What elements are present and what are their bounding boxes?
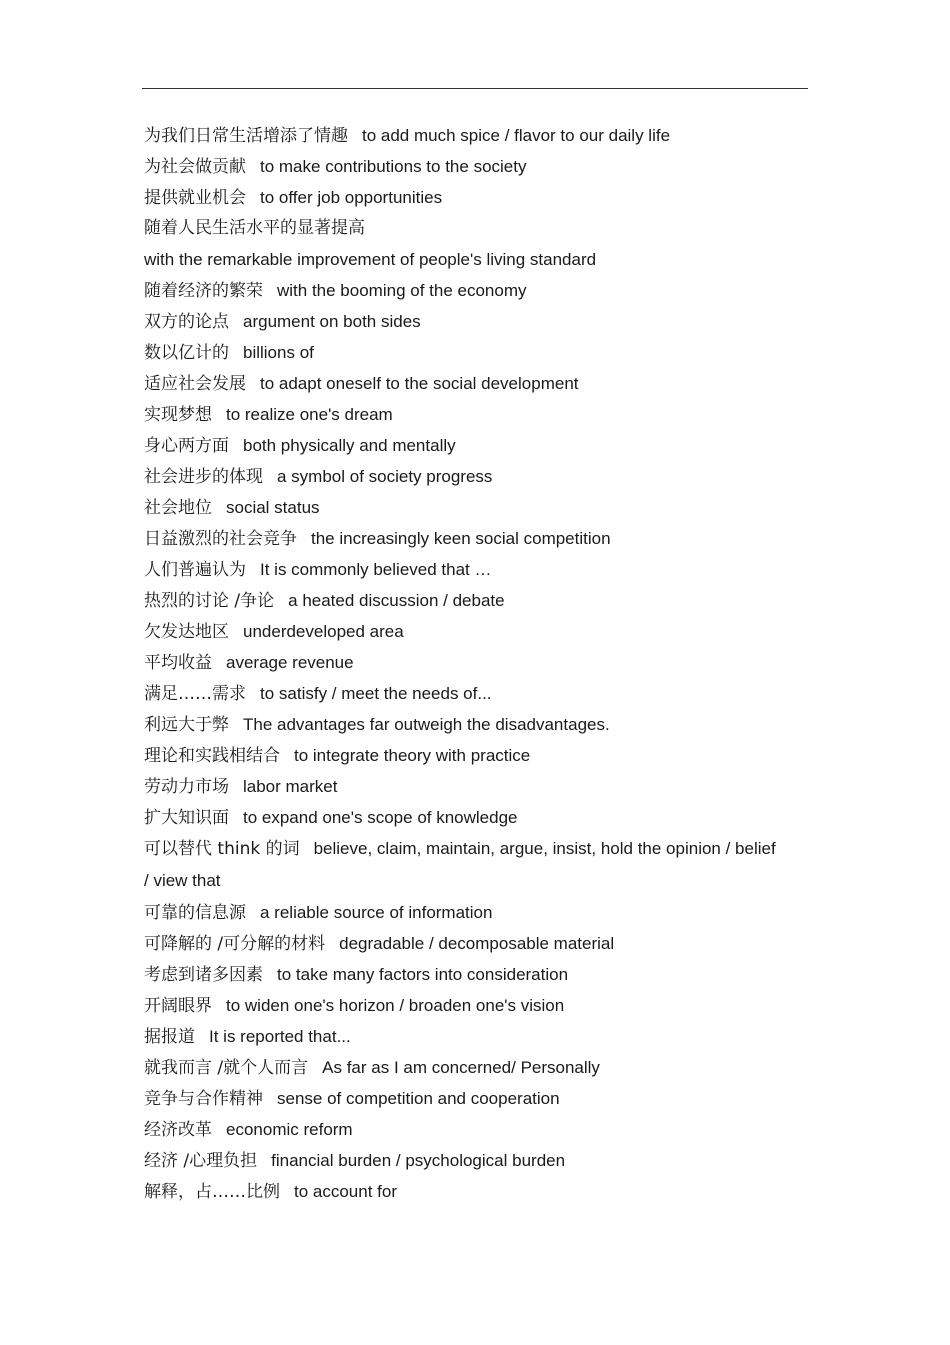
chinese-phrase: 双方的论点 — [144, 312, 229, 332]
list-item — [144, 771, 784, 802]
list-item — [144, 461, 784, 492]
english-phrase: to integrate theory with practice — [294, 746, 531, 765]
list-item — [144, 959, 784, 990]
list-item — [144, 1021, 784, 1052]
chinese-phrase: 提供就业机会 — [144, 188, 246, 208]
chinese-phrase: 竞争与合作精神 — [144, 1089, 263, 1109]
english-phrase: a heated discussion / debate — [288, 591, 505, 610]
list-item — [144, 678, 784, 709]
english-phrase: to adapt oneself to the social development — [260, 374, 579, 393]
english-phrase: both physically and mentally — [243, 436, 456, 455]
english-phrase: sense of competition and cooperation — [277, 1089, 560, 1108]
chinese-phrase: 实现梦想 — [144, 405, 212, 425]
english-phrase: It is commonly believed that … — [260, 560, 492, 579]
list-item — [144, 647, 784, 678]
english-phrase: to satisfy / meet the needs of... — [260, 684, 492, 703]
english-phrase: argument on both sides — [243, 312, 421, 331]
english-phrase: believe, claim, maintain, argue, insist, hold the opinion / belief / view that — [144, 839, 776, 890]
list-item — [144, 275, 784, 306]
chinese-phrase: 随着经济的繁荣 — [144, 281, 263, 301]
chinese-phrase: 欠发达地区 — [144, 622, 229, 642]
list-item — [144, 1052, 784, 1083]
list-item — [144, 120, 784, 151]
chinese-phrase: 社会地位 — [144, 498, 212, 518]
english-phrase: It is reported that... — [209, 1027, 351, 1046]
list-item — [144, 802, 784, 833]
english-phrase: a reliable source of information — [260, 903, 493, 922]
list-item — [144, 213, 784, 244]
list-item — [144, 554, 784, 585]
list-item — [144, 244, 784, 275]
list-item — [144, 928, 784, 959]
list-item — [144, 1176, 784, 1207]
chinese-phrase: 随着人民生活水平的显著提高 — [144, 218, 365, 238]
chinese-phrase: 就我而言 /就个人而言 — [144, 1058, 309, 1078]
list-item — [144, 1083, 784, 1114]
chinese-phrase: 劳动力市场 — [144, 777, 229, 797]
english-phrase: with the booming of the economy — [277, 281, 527, 300]
list-item — [144, 182, 784, 213]
english-phrase: economic reform — [226, 1120, 353, 1139]
list-item — [144, 1114, 784, 1145]
list-item — [144, 399, 784, 430]
chinese-phrase: 日益激烈的社会竞争 — [144, 529, 297, 549]
phrase-list — [144, 120, 784, 1207]
list-item — [144, 523, 784, 554]
english-phrase: to expand one's scope of knowledge — [243, 808, 518, 827]
list-item — [144, 833, 784, 897]
chinese-phrase: 为社会做贡献 — [144, 157, 246, 177]
list-item — [144, 740, 784, 771]
chinese-phrase: 经济 /心理负担 — [144, 1151, 258, 1171]
english-phrase: billions of — [243, 343, 314, 362]
english-phrase: financial burden / psychological burden — [271, 1151, 566, 1170]
list-item — [144, 492, 784, 523]
list-item — [144, 430, 784, 461]
header-rule — [142, 88, 808, 89]
list-item — [144, 151, 784, 182]
english-phrase: degradable / decomposable material — [339, 934, 615, 953]
chinese-phrase: 平均收益 — [144, 653, 212, 673]
list-item — [144, 306, 784, 337]
english-phrase: social status — [226, 498, 320, 517]
list-item — [144, 337, 784, 368]
list-item — [144, 1145, 784, 1176]
chinese-phrase: 人们普遍认为 — [144, 560, 246, 580]
chinese-phrase: 身心两方面 — [144, 436, 229, 456]
chinese-phrase: 适应社会发展 — [144, 374, 246, 394]
english-phrase: to offer job opportunities — [260, 188, 443, 207]
english-phrase: to add much spice / flavor to our daily life — [362, 126, 671, 145]
english-phrase: labor market — [243, 777, 338, 796]
english-phrase: to make contributions to the society — [260, 157, 527, 176]
chinese-phrase: 热烈的讨论 /争论 — [144, 591, 275, 611]
chinese-phrase: 数以亿计的 — [144, 343, 229, 363]
chinese-phrase: 经济改革 — [144, 1120, 212, 1140]
list-item — [144, 709, 784, 740]
chinese-phrase: 据报道 — [144, 1027, 195, 1047]
english-phrase: As far as I am concerned/ Personally — [322, 1058, 600, 1077]
chinese-phrase: 可靠的信息源 — [144, 903, 246, 923]
chinese-phrase: 解释，占……比例 — [144, 1182, 280, 1202]
english-phrase: average revenue — [226, 653, 354, 672]
chinese-phrase: 利远大于弊 — [144, 715, 229, 735]
english-phrase: to widen one's horizon / broaden one's vision — [226, 996, 565, 1015]
list-item — [144, 616, 784, 647]
english-phrase: to realize one's dream — [226, 405, 393, 424]
english-phrase: The advantages far outweigh the disadvantages. — [243, 715, 610, 734]
chinese-phrase: 可降解的 /可分解的材料 — [144, 934, 326, 954]
chinese-phrase: 为我们日常生活增添了情趣 — [144, 126, 348, 146]
chinese-phrase: 社会进步的体现 — [144, 467, 263, 487]
chinese-phrase: 开阔眼界 — [144, 996, 212, 1016]
chinese-phrase: 满足……需求 — [144, 684, 246, 704]
list-item — [144, 990, 784, 1021]
list-item — [144, 368, 784, 399]
chinese-phrase: 可以替代 think 的词 — [144, 839, 300, 859]
chinese-phrase: 理论和实践相结合 — [144, 746, 280, 766]
english-phrase: the increasingly keen social competition — [311, 529, 611, 548]
chinese-phrase: 扩大知识面 — [144, 808, 229, 828]
chinese-phrase: 考虑到诸多因素 — [144, 965, 263, 985]
english-phrase: to take many factors into consideration — [277, 965, 569, 984]
english-phrase: with the remarkable improvement of people's living standard — [144, 250, 597, 269]
english-phrase: to account for — [294, 1182, 398, 1201]
list-item — [144, 585, 784, 616]
list-item — [144, 897, 784, 928]
english-phrase: a symbol of society progress — [277, 467, 493, 486]
english-phrase: underdeveloped area — [243, 622, 404, 641]
